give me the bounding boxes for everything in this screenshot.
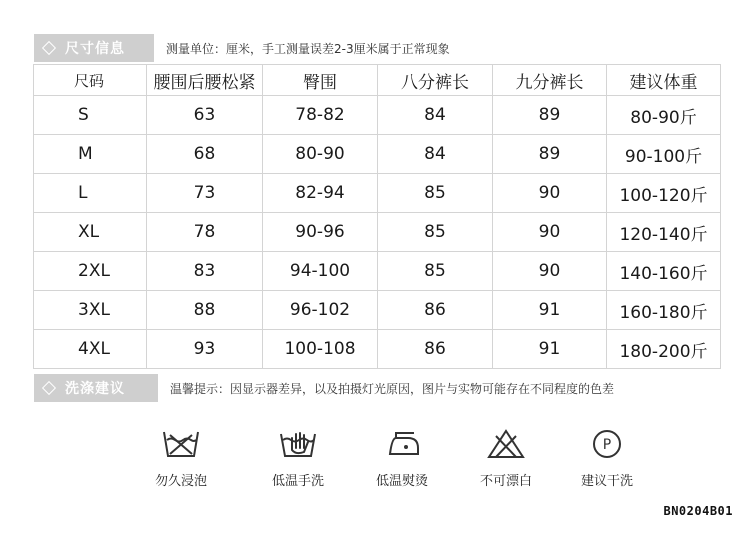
cell-size: L (34, 174, 147, 213)
table-header-row (34, 65, 721, 96)
header-ankle-length: 九分裤长 (493, 65, 607, 96)
cell-ankle-length: 90 (493, 213, 607, 252)
wash-advice-title: 洗涤建议 (65, 381, 125, 397)
cell-ankle-length: 90 (493, 174, 607, 213)
cell-size: 4XL (34, 330, 147, 369)
cell-hip: 100-108 (263, 330, 378, 369)
wash-advice-tag (34, 374, 158, 402)
cell-cropped-length: 85 (378, 213, 493, 252)
care-label-iron-low: 低温熨烫 (375, 474, 428, 489)
table-row (34, 330, 721, 369)
header-hip: 臀围 (263, 65, 378, 96)
cell-ankle-length: 89 (493, 96, 607, 135)
care-item-no-soak (136, 428, 226, 489)
measurement-note: 测量单位：厘米，手工测量误差2-3厘米属于正常现象 (166, 41, 450, 56)
cell-weight: 160-180斤 (607, 291, 721, 330)
hand-wash-icon (278, 428, 318, 460)
care-item-hand-wash (253, 428, 343, 489)
iron-low-icon (382, 428, 422, 460)
header-cropped-length: 八分裤长 (378, 65, 493, 96)
no-bleach-icon (486, 428, 526, 460)
cell-weight: 140-160斤 (607, 252, 721, 291)
cell-waist: 68 (147, 135, 263, 174)
product-code: BN0204B01 (663, 504, 733, 518)
size-info-header (34, 34, 720, 62)
cell-hip: 82-94 (263, 174, 378, 213)
size-table (33, 64, 721, 369)
dry-clean-letter: P (602, 437, 612, 453)
care-item-no-bleach (461, 428, 551, 489)
cell-waist: 73 (147, 174, 263, 213)
color-difference-note: 温馨提示：因显示器差异，以及拍摄灯光原因，图片与实物可能存在不同程度的色差 (170, 381, 615, 396)
cell-ankle-length: 91 (493, 330, 607, 369)
cell-waist: 88 (147, 291, 263, 330)
cell-weight: 80-90斤 (607, 96, 721, 135)
cell-cropped-length: 86 (378, 330, 493, 369)
size-info-title: 尺寸信息 (65, 41, 125, 57)
cell-hip: 90-96 (263, 213, 378, 252)
table-row (34, 213, 721, 252)
cell-weight: 120-140斤 (607, 213, 721, 252)
cell-cropped-length: 85 (378, 252, 493, 291)
cell-waist: 93 (147, 330, 263, 369)
cell-hip: 96-102 (263, 291, 378, 330)
cell-weight: 90-100斤 (607, 135, 721, 174)
care-label-no-soak: 勿久浸泡 (154, 474, 207, 489)
diamond-icon (42, 381, 56, 395)
cell-size: 3XL (34, 291, 147, 330)
size-info-tag (34, 34, 154, 62)
cell-hip: 80-90 (263, 135, 378, 174)
header-waist: 腰围后腰松紧 (147, 65, 263, 96)
cell-waist: 63 (147, 96, 263, 135)
no-soak-icon (161, 428, 201, 460)
table-row (34, 96, 721, 135)
care-label-no-bleach: 不可漂白 (479, 474, 532, 489)
care-item-dry-clean (562, 428, 652, 489)
cell-waist: 78 (147, 213, 263, 252)
cell-cropped-length: 86 (378, 291, 493, 330)
cell-weight: 180-200斤 (607, 330, 721, 369)
cell-size: 2XL (34, 252, 147, 291)
care-label-hand-wash: 低温手洗 (271, 474, 324, 489)
diamond-icon (42, 41, 56, 55)
cell-ankle-length: 91 (493, 291, 607, 330)
dry-clean-icon (587, 428, 627, 460)
table-row (34, 252, 721, 291)
table-row (34, 174, 721, 213)
cell-cropped-length: 84 (378, 135, 493, 174)
care-label-dry-clean: 建议干洗 (580, 474, 633, 489)
cell-ankle-length: 90 (493, 252, 607, 291)
cell-ankle-length: 89 (493, 135, 607, 174)
table-row (34, 135, 721, 174)
cell-hip: 78-82 (263, 96, 378, 135)
cell-waist: 83 (147, 252, 263, 291)
cell-hip: 94-100 (263, 252, 378, 291)
cell-size: XL (34, 213, 147, 252)
care-item-iron-low (357, 428, 447, 489)
table-row (34, 291, 721, 330)
cell-size: M (34, 135, 147, 174)
wash-advice-header (34, 374, 720, 402)
header-weight: 建议体重 (607, 65, 721, 96)
cell-weight: 100-120斤 (607, 174, 721, 213)
cell-cropped-length: 85 (378, 174, 493, 213)
cell-size: S (34, 96, 147, 135)
cell-cropped-length: 84 (378, 96, 493, 135)
header-size: 尺码 (34, 65, 147, 96)
